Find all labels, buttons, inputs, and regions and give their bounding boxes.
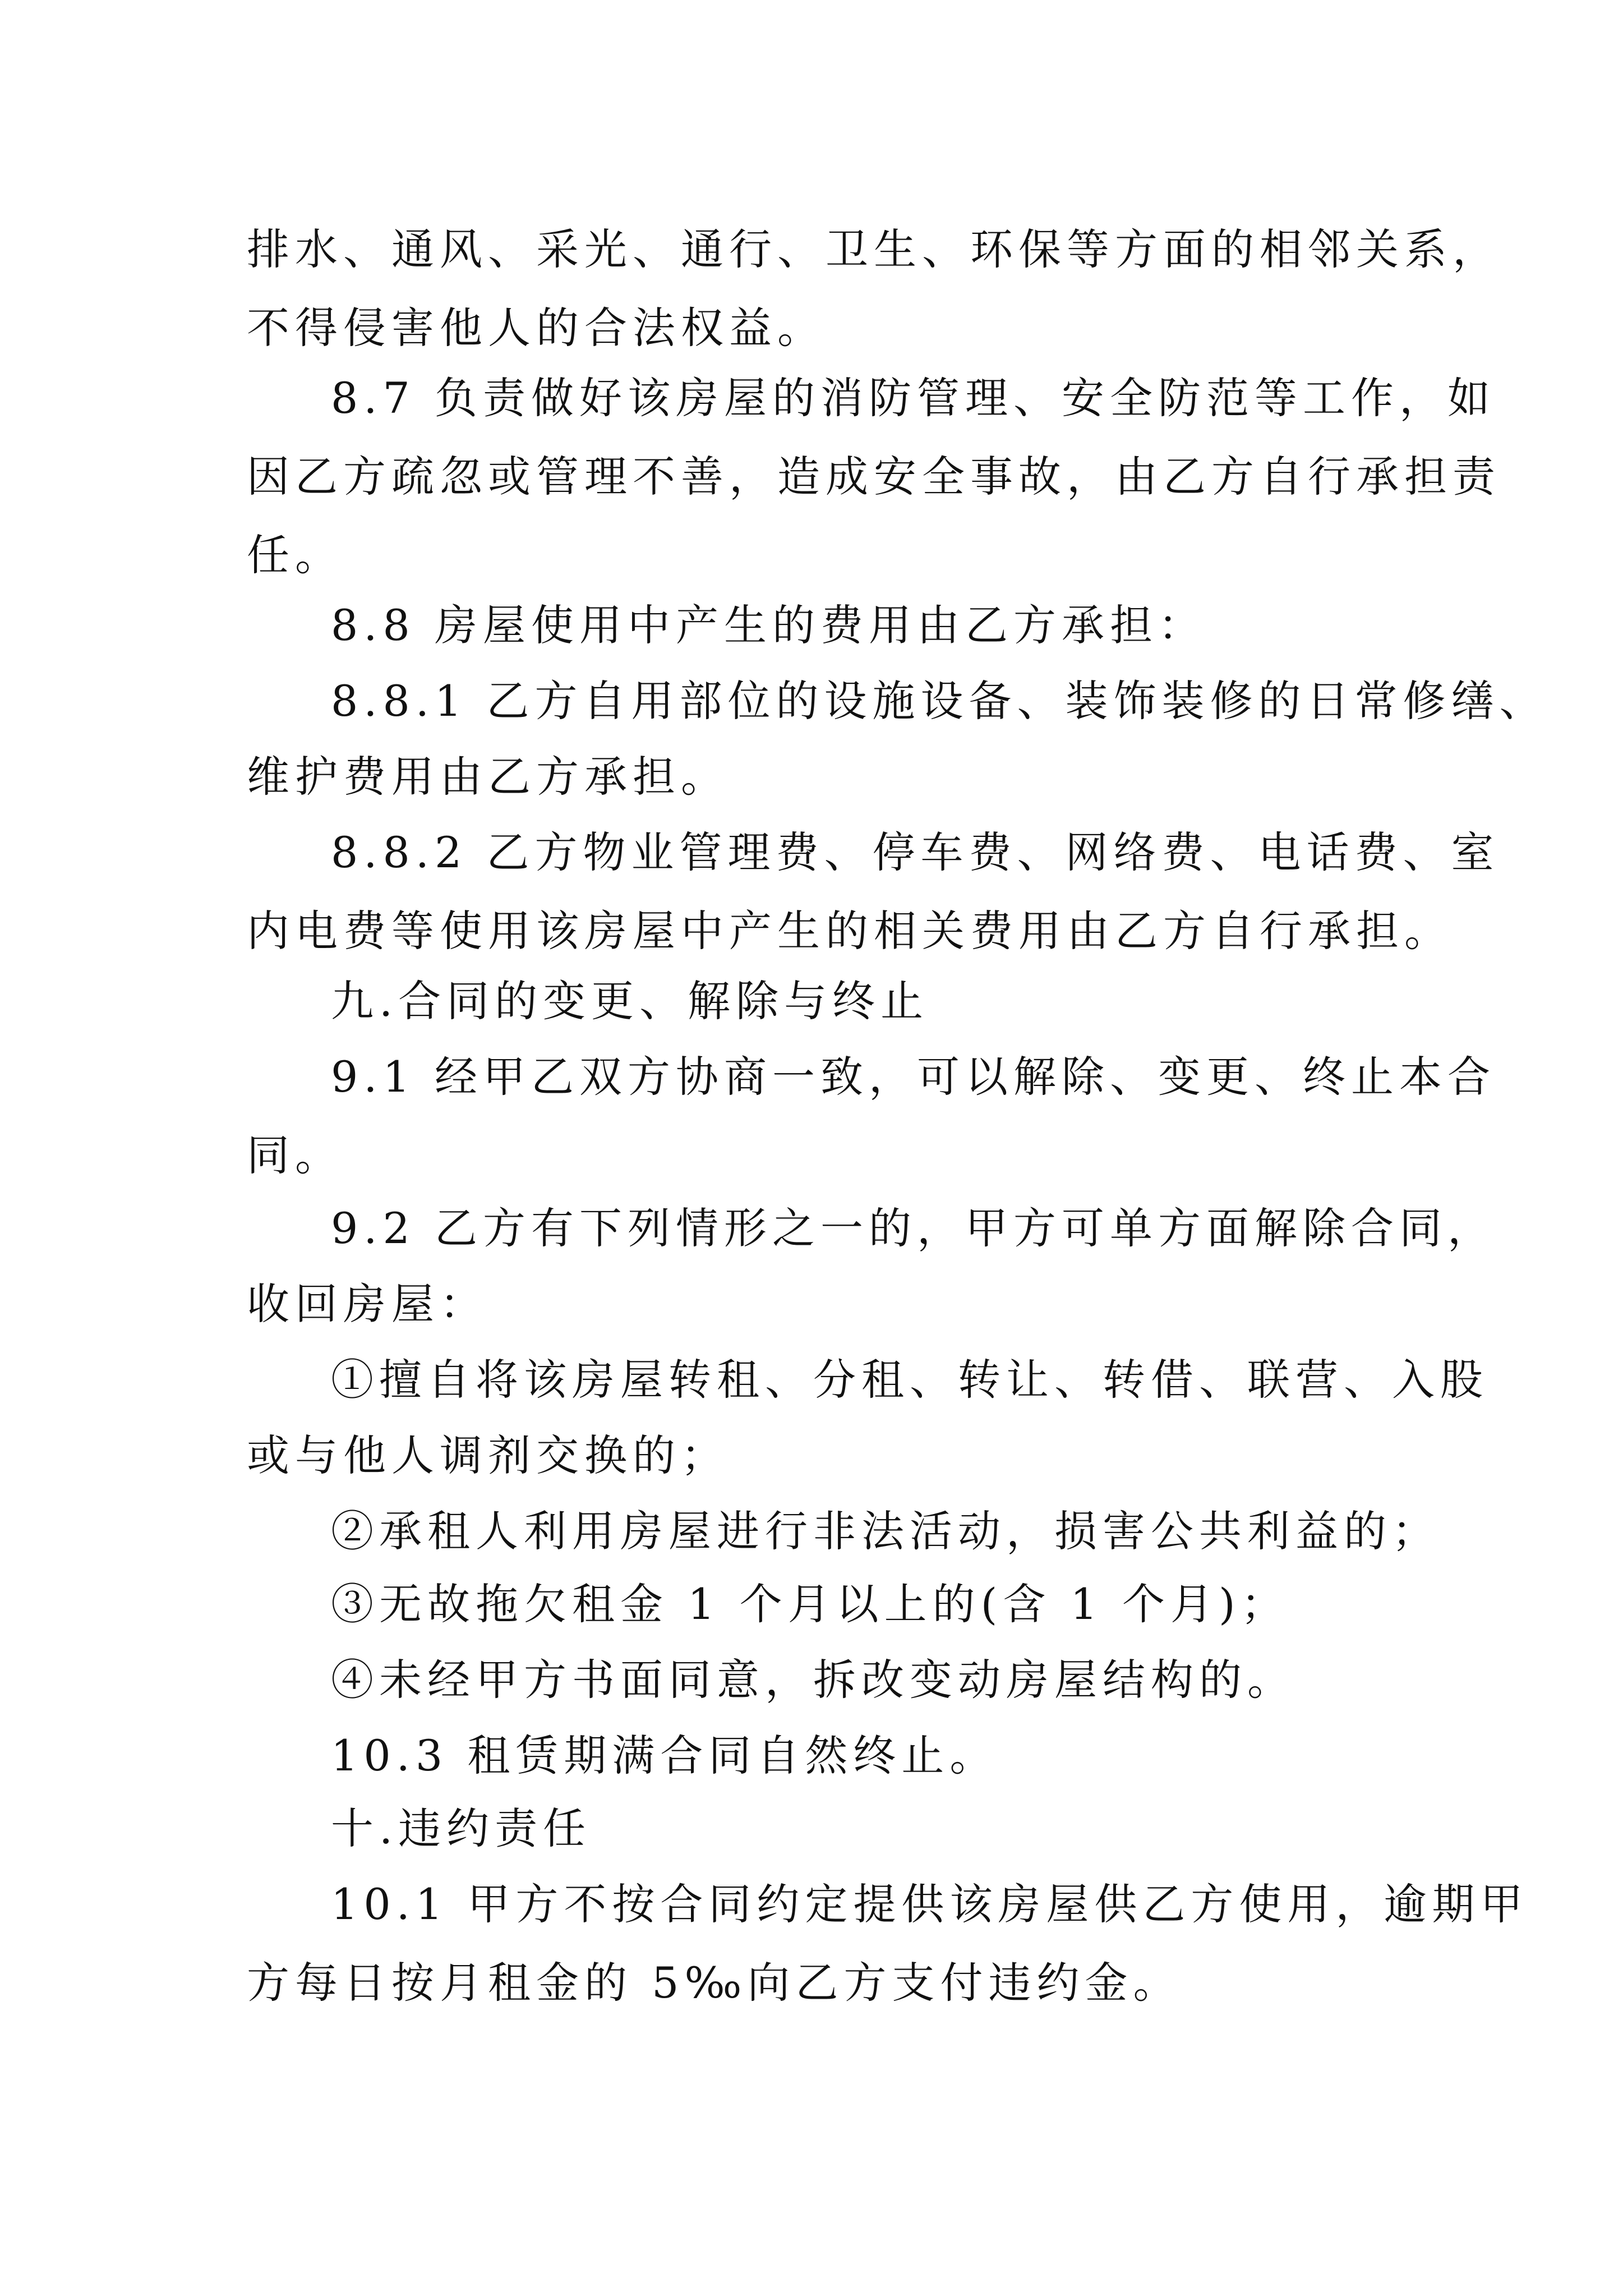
text-line: 因乙方疏忽或管理不善，造成安全事故，由乙方自行承担责 xyxy=(247,452,1501,501)
text-line: 8.8.2 乙方物业管理费、停车费、网络费、电话费、室 xyxy=(331,827,1500,877)
text-line: 或与他人调剂交换的； xyxy=(247,1430,729,1480)
text-line: 收回房屋： xyxy=(247,1279,488,1329)
text-line: ①擅自将该房屋转租、分租、转让、转借、联营、入股 xyxy=(331,1355,1488,1405)
section-heading: 十.违约责任 xyxy=(331,1803,592,1853)
text-line: 8.7 负责做好该房屋的消防管理、安全防范等工作，如 xyxy=(331,373,1496,423)
text-line: 10.3 租赁期满合同自然终止。 xyxy=(331,1731,998,1780)
text-line: 不得侵害他人的合法权益。 xyxy=(247,303,826,353)
text-line: ②承租人利用房屋进行非法活动，损害公共利益的； xyxy=(331,1506,1440,1556)
text-line: 方每日按月租金的 5‰向乙方支付违约金。 xyxy=(247,1958,1182,2008)
text-line: 10.1 甲方不按合同约定提供该房屋供乙方使用，逾期甲 xyxy=(331,1879,1529,1929)
text-line: 9.1 经甲乙双方协商一致，可以解除、变更、终止本合 xyxy=(331,1052,1496,1102)
text-line: 8.8.1 乙方自用部位的设施设备、装饰装修的日常修缮、 xyxy=(331,676,1548,726)
text-line: 同。 xyxy=(247,1130,343,1180)
text-line: 内电费等使用该房屋中产生的相关费用由乙方自行承担。 xyxy=(247,906,1453,956)
text-line: 排水、通风、采光、通行、卫生、环保等方面的相邻关系， xyxy=(247,224,1501,274)
text-line: ③无故拖欠租金 1 个月以上的(含 1 个月)； xyxy=(331,1579,1289,1629)
text-line: 9.2 乙方有下列情形之一的，甲方可单方面解除合同， xyxy=(331,1203,1496,1253)
text-line: ④未经甲方书面同意，拆改变动房屋结构的。 xyxy=(331,1655,1295,1705)
section-heading: 九.合同的变更、解除与终止 xyxy=(331,976,929,1026)
text-line: 任。 xyxy=(247,530,343,580)
text-line: 维护费用由乙方承担。 xyxy=(247,752,729,802)
text-line: 8.8 房屋使用中产生的费用由乙方承担： xyxy=(331,600,1207,650)
